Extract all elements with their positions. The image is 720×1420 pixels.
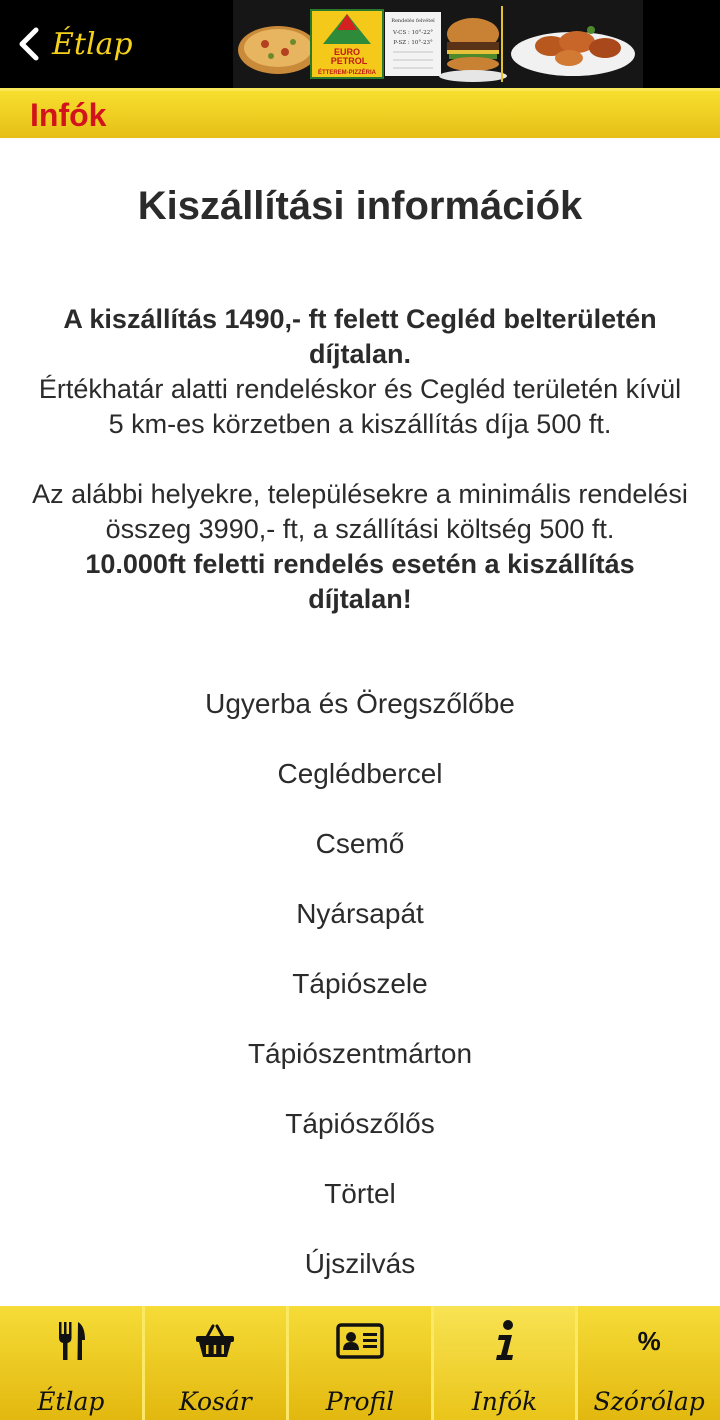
minimum-order-note: Az alábbi helyekre, településekre a minimális rendelési összeg 3990,- ft, a szállítási költség 500 ft.	[32, 479, 688, 544]
hours-title: Rendelés felvétel	[391, 18, 435, 24]
list-item: Nyársapát	[296, 898, 424, 929]
delivery-info-content	[0, 138, 720, 1306]
list-item: Ceglédbercel	[277, 758, 443, 789]
tab-label: Kosár	[179, 1387, 252, 1416]
fork-knife-icon	[56, 1320, 86, 1362]
basket-icon	[195, 1323, 235, 1359]
logo-text-2: PETROL	[330, 56, 368, 66]
back-label: Étlap	[52, 26, 133, 62]
percent-icon: %	[637, 1325, 661, 1356]
bottom-tab-bar	[0, 1306, 720, 1420]
list-item: Tápiószele	[292, 968, 428, 999]
logo-subtitle: ÉTTEREM-PIZZÉRIA	[318, 70, 376, 76]
list-item: Tápiószentmárton	[247, 1038, 473, 1069]
restaurant-banner	[233, 0, 643, 88]
delivery-fee-note: Értékhatár alatti rendeléskor és Cegléd területén kívül 5 km-es körzetben a kiszállítás díja 500 ft.	[38, 374, 682, 439]
list-item: Ugyerba és Öregszőlőbe	[205, 688, 515, 719]
list-item: Tápiószőlős	[285, 1108, 435, 1139]
id-card-icon	[336, 1323, 384, 1359]
tab-label: Profil	[325, 1387, 395, 1416]
hours-line-2: P-SZ : 10°-23°	[393, 40, 433, 46]
tab-label: Étlap	[37, 1387, 105, 1416]
logo-text-1: EURO	[333, 47, 361, 57]
page-title: Kiszállítási információk	[137, 184, 583, 228]
tab-kosar[interactable]	[145, 1306, 290, 1420]
tab-szorolap[interactable]	[578, 1306, 720, 1420]
free-delivery-threshold-note: 10.000ft feletti rendelés esetén a kiszállítás díjtalan!	[85, 549, 635, 614]
list-item: Törtel	[324, 1178, 396, 1209]
hours-line-1: V-CS : 10°-22°	[392, 30, 434, 36]
tab-profil[interactable]	[289, 1306, 434, 1420]
tab-infok[interactable]	[434, 1306, 579, 1420]
tab-label: Szórólap	[593, 1387, 705, 1416]
tab-label: Infók	[471, 1387, 538, 1416]
section-title: Infók	[30, 97, 107, 133]
banner-image	[233, 0, 643, 88]
chevron-left-icon	[14, 24, 44, 64]
places-list	[0, 684, 720, 1306]
tab-etlap[interactable]	[0, 1306, 145, 1420]
list-item: Csemő	[315, 828, 405, 859]
free-delivery-note: A kiszállítás 1490,- ft felett Cegléd belterületén díjtalan.	[63, 304, 657, 369]
back-button[interactable]	[14, 18, 133, 70]
section-bar	[0, 88, 720, 138]
list-item: Újszilvás	[304, 1248, 416, 1279]
info-icon	[491, 1319, 519, 1363]
top-header	[0, 0, 720, 88]
delivery-info-text	[30, 302, 690, 617]
